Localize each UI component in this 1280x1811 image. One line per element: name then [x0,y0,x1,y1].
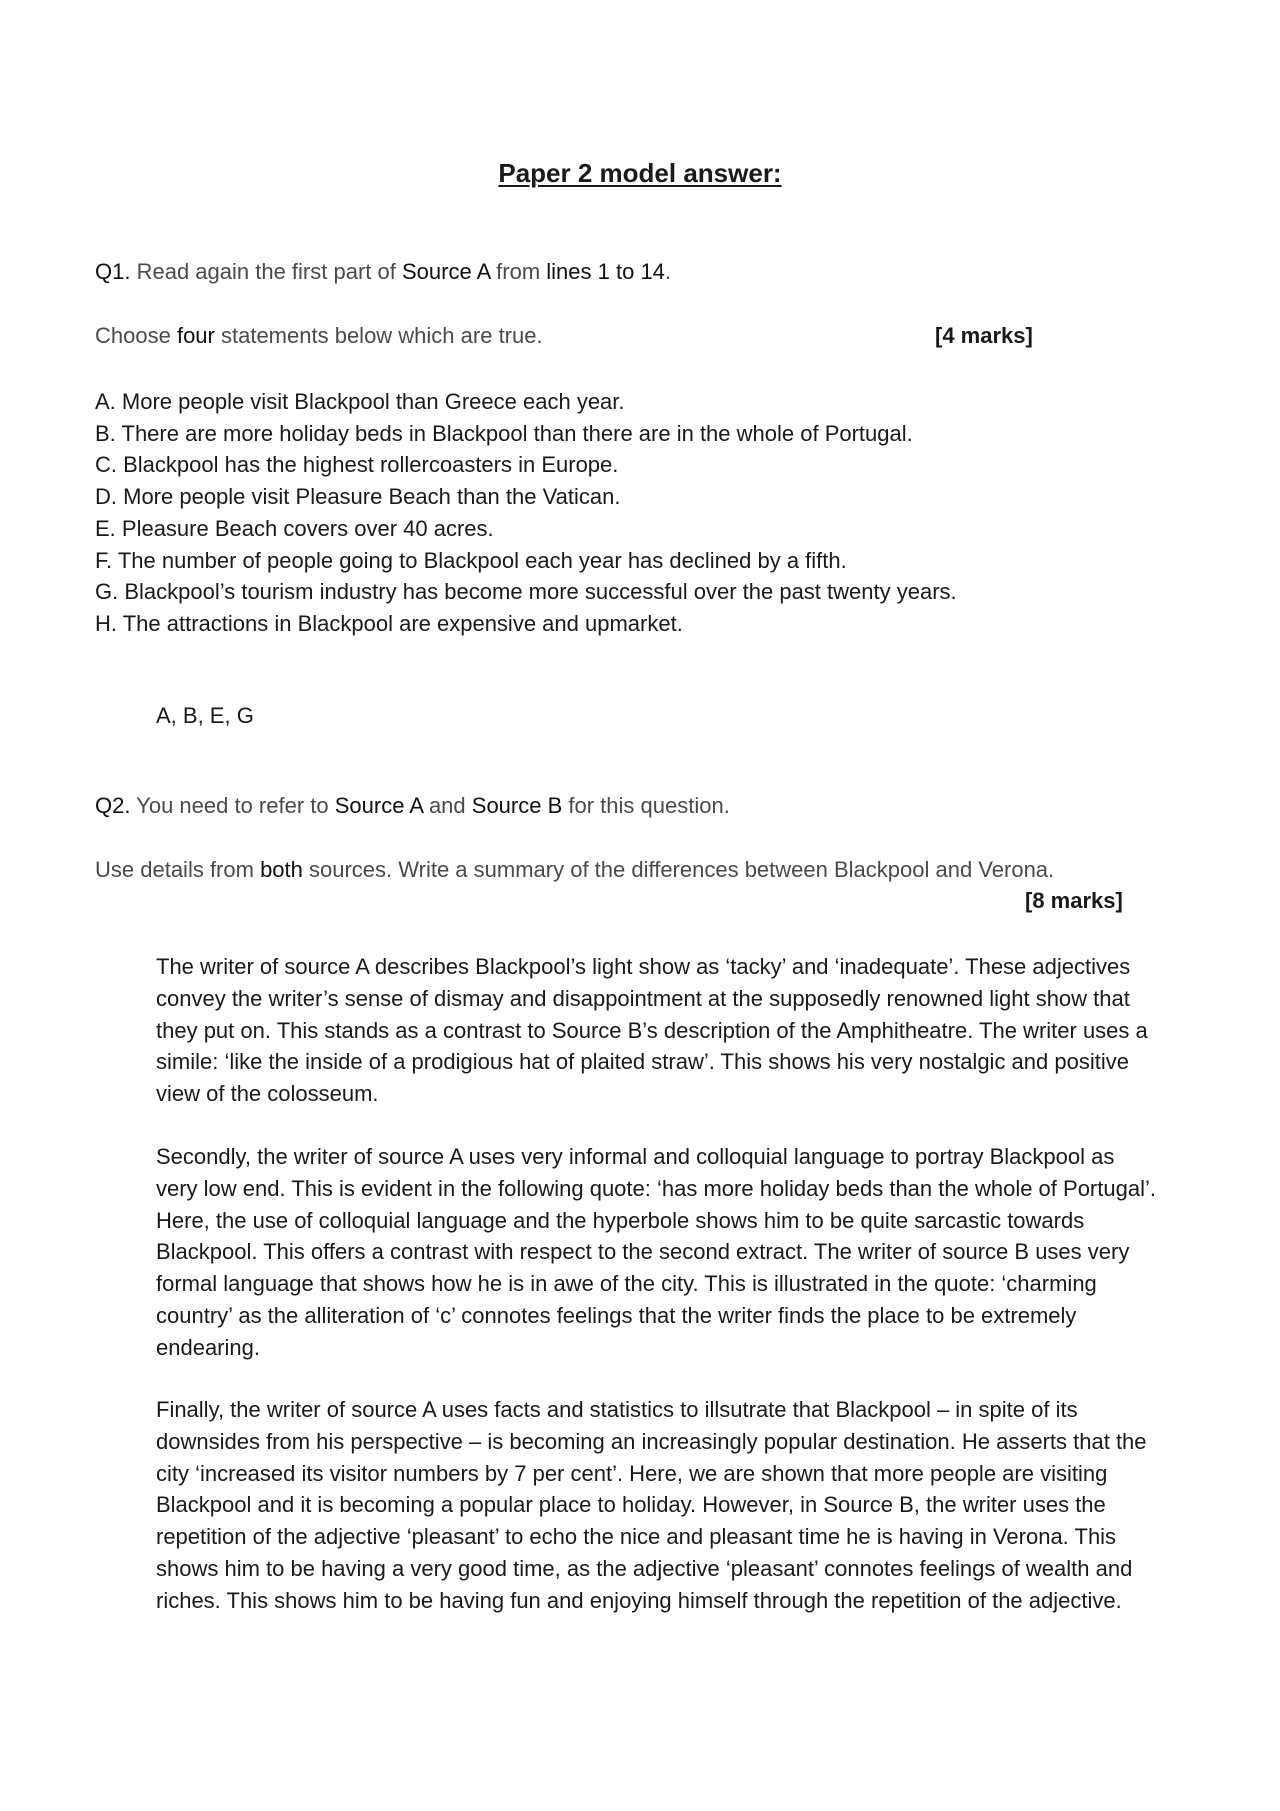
q1-choose-bold: four [176,323,215,348]
q2-answer-paragraph-1: The writer of source A describes Blackpool’s light show as ‘tacky’ and ‘inadequate’. These adjectives convey the writer’s sense of dismay and disappointment at the supposedly renowned light show that they put on. This stands as a contrast to Source B’s description of the Amphitheatre. The writer uses a simile: ‘like the inside of a prodigious hat of plaited straw’. This shows his very nostalgic and positive view of the colosseum. [156,954,1148,1107]
q1-instruction-mid: from [490,259,547,284]
q2-marks: [8 marks] [1025,888,1123,913]
q1-choose-post: statements below which are true. [214,323,543,348]
statement-b: B. There are more holiday beds in Blackpool than there are in the whole of Portugal. [95,420,913,446]
q2-use-line [95,857,1054,883]
q2-instruction-pre: You need to refer to [130,793,335,818]
q2-instruction-and: and [422,793,472,818]
statement-a: A. More people visit Blackpool than Greece each year. [95,389,625,414]
q2-instruction-end: for this question. [562,793,730,818]
q1-instruction [95,259,671,285]
q1-answer: A, B, E, G [156,703,254,728]
q1-lines: lines 1 to 14 [546,259,665,284]
q1-choose-pre: Choose [95,323,177,348]
q2-instruction [95,793,730,819]
q2-use-pre: Use details from [95,857,261,882]
page-title: Paper 2 model answer: [498,158,782,188]
q1-instruction-pre: Read again the first part of [130,259,402,284]
statement-c: C. Blackpool has the highest rollercoasters in Europe. [95,452,619,478]
statement-f: F. The number of people going to Blackpool each year has declined by a fifth. [95,547,847,573]
q1-source: Source A [401,259,491,284]
q2-use-bold: both [260,857,303,882]
q2-source-b: Source B [471,793,563,818]
q2-number: Q2. [95,793,131,818]
statement-e: E. Pleasure Beach covers over 40 acres. [95,515,494,541]
statement-d: D. More people visit Pleasure Beach than the Vatican. [95,484,621,510]
q1-marks: [4 marks] [935,323,1033,348]
q1-choose-line [95,323,543,349]
q2-source-a: Source A [334,793,423,818]
q1-instruction-end: . [664,259,672,284]
statement-h: H. The attractions in Blackpool are expensive and upmarket. [95,610,683,636]
q1-statements-list [95,386,957,640]
q2-use-post: sources. Write a summary of the differences between Blackpool and Verona. [302,857,1055,882]
q2-answer-paragraph-3: Finally, the writer of source A uses facts and statistics to illsutrate that Blackpool – in spite of its downsides from his perspective – is becoming an increasingly popular destination. He asserts that the city ‘increased its visitor numbers by 7 per cent’. Here, we are shown that more people are visiting Blackpool and it is becoming a popular place to holiday. However, in Source B, the writer uses the repetition of the adjective ‘pleasant’ to echo the nice and pleasant time he is having in Verona. This shows him to be having a very good time, as the adjective ‘pleasant’ connotes feelings of wealth and riches. This shows him to be having fun and enjoying himself through the repetition of the adjective. [156,1397,1147,1613]
q2-answer-paragraph-2: Secondly, the writer of source A uses very informal and colloquial language to portray Blackpool as very low end. This is evident in the following quote: ‘has more holiday beds than the whole of Portugal’. Here, the use of colloquial language and the hyperbole shows him to be quite sarcastic towards Blackpool. This offers a contrast with respect to the second extract. The writer of source B uses very formal language that shows how he is in awe of the city. This is illustrated in the quote: ‘charming country’ as the alliteration of ‘c’ connotes feelings that the writer finds the place to be extremely endearing. [156,1144,1156,1360]
q1-number: Q1. [95,259,131,284]
statement-g: G. Blackpool’s tourism industry has become more successful over the past twenty years. [95,579,957,605]
